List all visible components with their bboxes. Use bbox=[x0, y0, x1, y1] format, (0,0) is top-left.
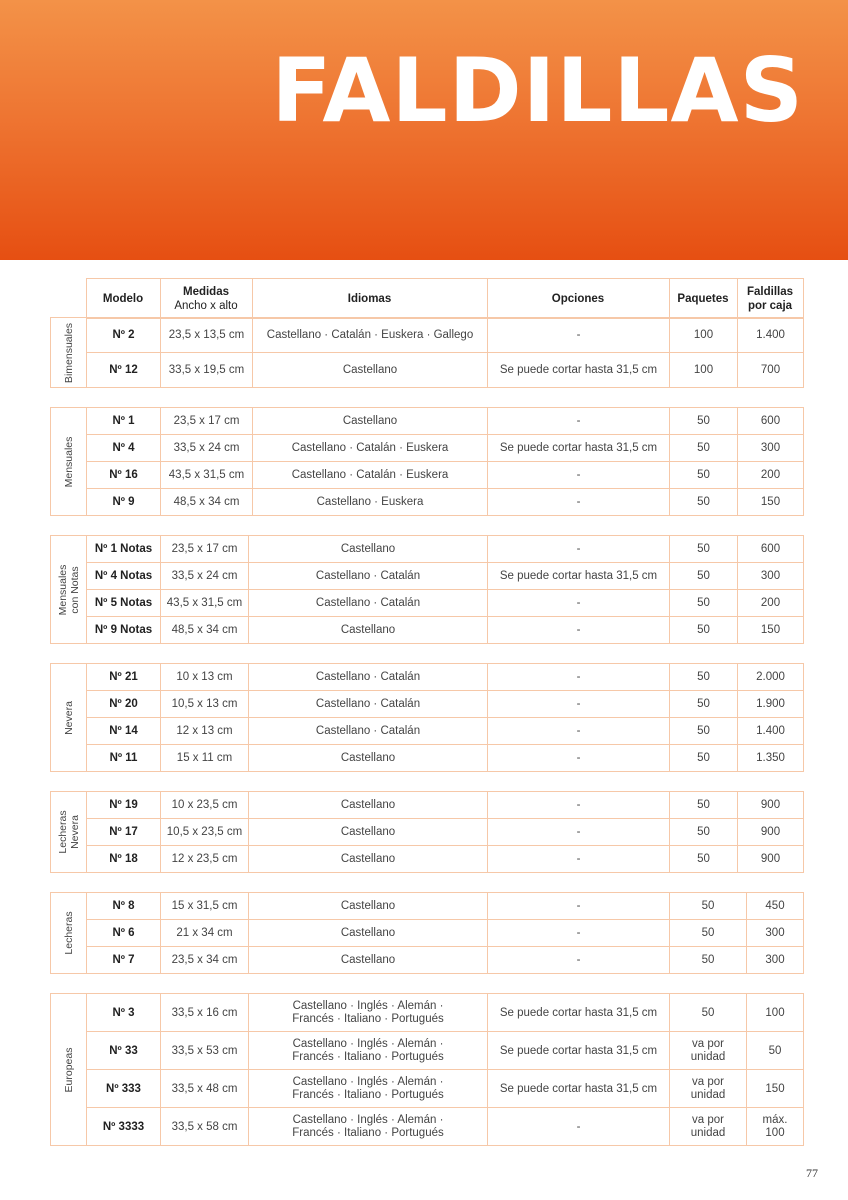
per-box-line: 150 bbox=[760, 624, 781, 636]
languages-line: Castellano bbox=[340, 826, 396, 838]
category-cell bbox=[51, 664, 87, 772]
per-box-line: 700 bbox=[760, 364, 781, 376]
per-box-line: 2.000 bbox=[756, 671, 785, 683]
size-cell: 23,5 x 13,5 cm bbox=[161, 318, 253, 353]
header-idiomas: Idiomas bbox=[252, 279, 487, 319]
per-box-line: 300 bbox=[760, 442, 781, 454]
packs-cell bbox=[670, 1032, 747, 1070]
model-cell: Nº 4 bbox=[87, 435, 161, 462]
per-box-line: 900 bbox=[760, 826, 781, 838]
languages-line: Castellano bbox=[340, 853, 396, 865]
languages-cell bbox=[253, 489, 488, 516]
options-cell: - bbox=[488, 718, 670, 745]
languages-line: Castellano · Euskera bbox=[316, 496, 424, 508]
table-row bbox=[51, 1070, 804, 1108]
category-label-line: con Notas bbox=[68, 565, 81, 614]
languages-cell bbox=[249, 745, 488, 772]
options-cell: - bbox=[488, 947, 670, 974]
per-box-cell bbox=[747, 920, 804, 947]
packs-cell bbox=[670, 408, 738, 435]
table-row bbox=[51, 462, 804, 489]
model-cell: Nº 333 bbox=[87, 1070, 161, 1108]
model-cell: Nº 16 bbox=[87, 462, 161, 489]
languages-cell bbox=[249, 691, 488, 718]
packs-line: 50 bbox=[697, 752, 710, 764]
options-cell: Se puede cortar hasta 31,5 cm bbox=[488, 1032, 670, 1070]
options-cell: - bbox=[488, 536, 670, 563]
packs-cell bbox=[670, 745, 738, 772]
size-cell: 10,5 x 23,5 cm bbox=[161, 819, 249, 846]
languages-line: Francés · Italiano · Portugués bbox=[292, 1088, 444, 1101]
per-box-cell bbox=[738, 590, 804, 617]
header-medidas bbox=[160, 279, 252, 319]
languages-line: Castellano bbox=[340, 752, 396, 764]
table-row bbox=[51, 435, 804, 462]
languages-cell bbox=[249, 920, 488, 947]
options-cell: - bbox=[488, 691, 670, 718]
languages-line: Castellano bbox=[340, 799, 396, 811]
size-cell: 10 x 13 cm bbox=[161, 664, 249, 691]
size-cell: 43,5 x 31,5 cm bbox=[161, 590, 249, 617]
packs-cell bbox=[670, 792, 738, 819]
category-label bbox=[63, 701, 75, 735]
size-cell: 12 x 13 cm bbox=[161, 718, 249, 745]
table-row bbox=[51, 920, 804, 947]
per-box-line: 200 bbox=[760, 597, 781, 609]
category-label bbox=[57, 810, 81, 853]
packs-line: 50 bbox=[697, 671, 710, 683]
languages-line: Castellano bbox=[342, 415, 398, 427]
size-cell: 33,5 x 16 cm bbox=[161, 994, 249, 1032]
options-cell: - bbox=[488, 893, 670, 920]
per-box-line: 200 bbox=[760, 469, 781, 481]
packs-cell bbox=[670, 563, 738, 590]
size-cell: 23,5 x 17 cm bbox=[161, 408, 253, 435]
category-label bbox=[63, 436, 75, 487]
model-cell: Nº 33 bbox=[87, 1032, 161, 1070]
packs-cell bbox=[670, 536, 738, 563]
size-cell: 33,5 x 24 cm bbox=[161, 563, 249, 590]
category-label-line: Nevera bbox=[62, 700, 75, 735]
header-paquetes: Paquetes bbox=[669, 279, 737, 319]
size-cell: 33,5 x 19,5 cm bbox=[161, 353, 253, 388]
model-cell: Nº 17 bbox=[87, 819, 161, 846]
languages-line: Castellano bbox=[340, 927, 396, 939]
header-opciones: Opciones bbox=[487, 279, 669, 319]
header-faldillas-line1: Faldillas bbox=[746, 285, 794, 298]
packs-line: 50 bbox=[697, 442, 710, 454]
packs-line: 50 bbox=[701, 900, 715, 912]
category-cell bbox=[51, 792, 87, 873]
per-box-cell bbox=[738, 462, 804, 489]
category-label-line: Mensuales bbox=[56, 564, 69, 615]
options-cell: - bbox=[488, 318, 670, 353]
languages-line: Castellano · Catalán bbox=[315, 671, 421, 683]
model-cell: Nº 20 bbox=[87, 691, 161, 718]
table-row bbox=[51, 590, 804, 617]
languages-line: Castellano · Catalán · Euskera bbox=[291, 442, 449, 454]
packs-line: 50 bbox=[697, 469, 710, 481]
per-box-cell bbox=[738, 691, 804, 718]
languages-cell bbox=[249, 563, 488, 590]
per-box-cell bbox=[747, 1108, 804, 1146]
options-cell: - bbox=[488, 819, 670, 846]
model-cell: Nº 8 bbox=[87, 893, 161, 920]
table-row bbox=[51, 1108, 804, 1146]
model-cell: Nº 3333 bbox=[87, 1108, 161, 1146]
languages-line: Castellano · Catalán bbox=[315, 725, 421, 737]
product-group-table bbox=[50, 407, 804, 516]
model-cell: Nº 12 bbox=[87, 353, 161, 388]
options-cell: - bbox=[488, 745, 670, 772]
packs-line: unidad bbox=[690, 1126, 726, 1139]
size-cell: 33,5 x 24 cm bbox=[161, 435, 253, 462]
languages-line: Castellano · Catalán bbox=[315, 570, 421, 582]
packs-line: 50 bbox=[697, 570, 710, 582]
table-row bbox=[51, 893, 804, 920]
table-row bbox=[51, 947, 804, 974]
model-cell: Nº 21 bbox=[87, 664, 161, 691]
header-banner bbox=[0, 0, 848, 260]
table-row bbox=[51, 819, 804, 846]
model-cell: Nº 14 bbox=[87, 718, 161, 745]
packs-line: va por bbox=[692, 1037, 724, 1050]
category-cell bbox=[51, 536, 87, 644]
packs-line: 50 bbox=[697, 624, 710, 636]
packs-cell bbox=[670, 718, 738, 745]
category-label bbox=[63, 1047, 75, 1092]
packs-cell bbox=[670, 489, 738, 516]
model-cell: Nº 9 bbox=[87, 489, 161, 516]
category-label-line: Lecheras bbox=[56, 810, 69, 854]
languages-line: Francés · Italiano · Portugués bbox=[292, 1050, 444, 1063]
options-cell: - bbox=[488, 792, 670, 819]
languages-cell bbox=[249, 947, 488, 974]
model-cell: Nº 7 bbox=[87, 947, 161, 974]
header-modelo: Modelo bbox=[86, 279, 160, 319]
packs-cell bbox=[670, 590, 738, 617]
table-row bbox=[51, 664, 804, 691]
packs-cell bbox=[670, 617, 738, 644]
per-box-cell bbox=[738, 408, 804, 435]
languages-cell bbox=[249, 846, 488, 873]
category-cell bbox=[51, 318, 87, 388]
packs-line: va por bbox=[692, 1075, 724, 1088]
languages-cell bbox=[253, 318, 488, 353]
options-cell: - bbox=[488, 462, 670, 489]
languages-line: Francés · Italiano · Portugués bbox=[292, 1126, 444, 1139]
per-box-line: 50 bbox=[768, 1044, 782, 1057]
product-group-table bbox=[50, 791, 804, 873]
model-cell: Nº 6 bbox=[87, 920, 161, 947]
languages-line: Castellano bbox=[340, 954, 396, 966]
packs-line: 50 bbox=[697, 597, 710, 609]
size-cell: 43,5 x 31,5 cm bbox=[161, 462, 253, 489]
table-row bbox=[51, 718, 804, 745]
table-row bbox=[51, 994, 804, 1032]
languages-cell bbox=[249, 994, 488, 1032]
table-row bbox=[51, 536, 804, 563]
size-cell: 21 x 34 cm bbox=[161, 920, 249, 947]
languages-cell bbox=[253, 435, 488, 462]
languages-cell bbox=[253, 408, 488, 435]
category-label-line: Mensuales bbox=[62, 436, 75, 487]
table-row bbox=[51, 846, 804, 873]
product-group-table bbox=[50, 317, 804, 388]
languages-cell bbox=[249, 536, 488, 563]
languages-line: Castellano · Inglés · Alemán · bbox=[292, 1075, 444, 1088]
size-cell: 48,5 x 34 cm bbox=[161, 617, 249, 644]
category-cell bbox=[51, 994, 87, 1146]
options-cell: Se puede cortar hasta 31,5 cm bbox=[488, 353, 670, 388]
table-row bbox=[51, 408, 804, 435]
model-cell: Nº 1 Notas bbox=[87, 536, 161, 563]
packs-line: 50 bbox=[701, 927, 715, 939]
per-box-cell bbox=[738, 792, 804, 819]
per-box-cell bbox=[738, 617, 804, 644]
size-cell: 33,5 x 53 cm bbox=[161, 1032, 249, 1070]
languages-cell bbox=[249, 664, 488, 691]
product-group-table bbox=[50, 892, 804, 974]
category-label-line: Lecheras bbox=[62, 911, 75, 955]
packs-line: 100 bbox=[693, 364, 714, 376]
languages-line: Castellano · Catalán · Euskera · Gallego bbox=[266, 329, 474, 341]
packs-line: 50 bbox=[697, 496, 710, 508]
per-box-line: 600 bbox=[760, 415, 781, 427]
product-group-table bbox=[50, 993, 804, 1146]
category-label-line: Nevera bbox=[68, 815, 81, 849]
table-row bbox=[51, 745, 804, 772]
packs-line: unidad bbox=[690, 1088, 726, 1101]
per-box-cell bbox=[747, 1032, 804, 1070]
languages-cell bbox=[249, 1108, 488, 1146]
packs-cell bbox=[670, 664, 738, 691]
page-number: 77 bbox=[806, 1166, 818, 1180]
options-cell: Se puede cortar hasta 31,5 cm bbox=[488, 435, 670, 462]
per-box-line: 600 bbox=[760, 543, 781, 555]
options-cell: Se puede cortar hasta 31,5 cm bbox=[488, 563, 670, 590]
options-cell: Se puede cortar hasta 31,5 cm bbox=[488, 994, 670, 1032]
per-box-line: 900 bbox=[760, 853, 781, 865]
per-box-cell bbox=[738, 745, 804, 772]
packs-line: 50 bbox=[697, 853, 710, 865]
languages-cell bbox=[249, 590, 488, 617]
model-cell: Nº 1 bbox=[87, 408, 161, 435]
packs-cell bbox=[670, 920, 747, 947]
languages-cell bbox=[249, 819, 488, 846]
languages-cell bbox=[253, 353, 488, 388]
languages-line: Castellano · Inglés · Alemán · bbox=[292, 999, 444, 1012]
per-box-cell bbox=[747, 947, 804, 974]
product-group-table bbox=[50, 535, 804, 644]
packs-cell bbox=[670, 462, 738, 489]
languages-cell bbox=[249, 792, 488, 819]
per-box-cell bbox=[738, 353, 804, 388]
options-cell: - bbox=[488, 489, 670, 516]
languages-cell bbox=[253, 462, 488, 489]
packs-cell bbox=[670, 819, 738, 846]
options-cell: - bbox=[488, 664, 670, 691]
packs-line: 50 bbox=[697, 799, 710, 811]
languages-line: Castellano · Catalán · Euskera bbox=[291, 469, 449, 481]
languages-line: Francés · Italiano · Portugués bbox=[292, 1012, 444, 1025]
per-box-cell bbox=[738, 846, 804, 873]
options-cell: - bbox=[488, 846, 670, 873]
size-cell: 12 x 23,5 cm bbox=[161, 846, 249, 873]
category-label bbox=[63, 911, 75, 954]
per-box-line: 150 bbox=[765, 1082, 785, 1095]
page-title: FALDILLAS bbox=[271, 39, 804, 142]
packs-line: unidad bbox=[690, 1050, 726, 1063]
languages-cell bbox=[249, 617, 488, 644]
size-cell: 15 x 31,5 cm bbox=[161, 893, 249, 920]
category-cell bbox=[51, 408, 87, 516]
per-box-cell bbox=[747, 893, 804, 920]
header-faldillas-line2: por caja bbox=[747, 299, 793, 312]
table-row bbox=[51, 691, 804, 718]
model-cell: Nº 11 bbox=[87, 745, 161, 772]
per-box-cell bbox=[738, 489, 804, 516]
languages-line: Castellano · Inglés · Alemán · bbox=[292, 1037, 444, 1050]
packs-line: 50 bbox=[697, 415, 710, 427]
size-cell: 33,5 x 58 cm bbox=[161, 1108, 249, 1146]
size-cell: 23,5 x 17 cm bbox=[161, 536, 249, 563]
languages-cell bbox=[249, 1032, 488, 1070]
packs-line: 50 bbox=[701, 1006, 715, 1019]
header-blank-cell bbox=[50, 279, 86, 319]
product-group-table bbox=[50, 663, 804, 772]
model-cell: Nº 2 bbox=[87, 318, 161, 353]
model-cell: Nº 5 Notas bbox=[87, 590, 161, 617]
packs-cell bbox=[670, 994, 747, 1032]
per-box-line: 1.400 bbox=[756, 725, 785, 737]
header-medidas-line2: Ancho x alto bbox=[174, 299, 238, 312]
per-box-line: 150 bbox=[760, 496, 781, 508]
category-label bbox=[63, 322, 75, 382]
languages-line: Castellano · Catalán bbox=[315, 597, 421, 609]
packs-line: 50 bbox=[697, 826, 710, 838]
table-row bbox=[51, 1032, 804, 1070]
table-row bbox=[51, 617, 804, 644]
per-box-line: 1.350 bbox=[756, 752, 785, 764]
table-row bbox=[51, 792, 804, 819]
per-box-line: 100 bbox=[765, 1126, 785, 1139]
model-cell: Nº 4 Notas bbox=[87, 563, 161, 590]
packs-line: 50 bbox=[697, 725, 710, 737]
model-cell: Nº 19 bbox=[87, 792, 161, 819]
size-cell: 10,5 x 13 cm bbox=[161, 691, 249, 718]
packs-cell bbox=[670, 353, 738, 388]
per-box-line: 1.900 bbox=[756, 698, 785, 710]
per-box-cell bbox=[747, 1070, 804, 1108]
per-box-line: máx. bbox=[762, 1113, 788, 1126]
per-box-cell bbox=[738, 435, 804, 462]
column-header-table bbox=[50, 278, 804, 319]
size-cell: 10 x 23,5 cm bbox=[161, 792, 249, 819]
languages-line: Castellano bbox=[342, 364, 398, 376]
per-box-cell bbox=[738, 536, 804, 563]
size-cell: 33,5 x 48 cm bbox=[161, 1070, 249, 1108]
per-box-cell bbox=[738, 664, 804, 691]
languages-line: Castellano · Catalán bbox=[315, 698, 421, 710]
table-row bbox=[51, 353, 804, 388]
header-faldillas bbox=[737, 279, 803, 319]
packs-cell bbox=[670, 947, 747, 974]
category-label-line: Bimensuales bbox=[62, 322, 75, 383]
model-cell: Nº 9 Notas bbox=[87, 617, 161, 644]
packs-line: 50 bbox=[697, 543, 710, 555]
packs-cell bbox=[670, 435, 738, 462]
per-box-line: 300 bbox=[765, 954, 785, 966]
size-cell: 15 x 11 cm bbox=[161, 745, 249, 772]
packs-line: 50 bbox=[697, 698, 710, 710]
packs-cell bbox=[670, 846, 738, 873]
table-row bbox=[51, 563, 804, 590]
packs-cell bbox=[670, 691, 738, 718]
category-label bbox=[57, 564, 81, 615]
options-cell: - bbox=[488, 920, 670, 947]
per-box-line: 100 bbox=[765, 1006, 785, 1019]
packs-cell bbox=[670, 893, 747, 920]
size-cell: 23,5 x 34 cm bbox=[161, 947, 249, 974]
per-box-cell bbox=[738, 819, 804, 846]
table-row bbox=[51, 318, 804, 353]
options-cell: - bbox=[488, 590, 670, 617]
category-cell bbox=[51, 893, 87, 974]
model-cell: Nº 3 bbox=[87, 994, 161, 1032]
per-box-cell bbox=[738, 563, 804, 590]
model-cell: Nº 18 bbox=[87, 846, 161, 873]
per-box-cell bbox=[747, 994, 804, 1032]
per-box-line: 300 bbox=[765, 927, 785, 939]
category-label-line: Europeas bbox=[62, 1047, 75, 1092]
per-box-cell bbox=[738, 318, 804, 353]
packs-line: 100 bbox=[693, 329, 714, 341]
languages-line: Castellano bbox=[340, 624, 396, 636]
size-cell: 48,5 x 34 cm bbox=[161, 489, 253, 516]
per-box-line: 900 bbox=[760, 799, 781, 811]
packs-line: va por bbox=[692, 1113, 724, 1126]
options-cell: - bbox=[488, 408, 670, 435]
options-cell: - bbox=[488, 617, 670, 644]
per-box-line: 300 bbox=[760, 570, 781, 582]
table-row bbox=[51, 489, 804, 516]
packs-line: 50 bbox=[701, 954, 715, 966]
packs-cell bbox=[670, 1070, 747, 1108]
languages-line: Castellano · Inglés · Alemán · bbox=[292, 1113, 444, 1126]
languages-cell bbox=[249, 893, 488, 920]
languages-cell bbox=[249, 718, 488, 745]
languages-line: Castellano bbox=[340, 543, 396, 555]
languages-line: Castellano bbox=[340, 900, 396, 912]
options-cell: Se puede cortar hasta 31,5 cm bbox=[488, 1070, 670, 1108]
per-box-cell bbox=[738, 718, 804, 745]
per-box-line: 450 bbox=[765, 900, 785, 912]
options-cell: - bbox=[488, 1108, 670, 1146]
header-medidas-line1: Medidas bbox=[182, 285, 229, 298]
packs-cell bbox=[670, 1108, 747, 1146]
packs-cell bbox=[670, 318, 738, 353]
per-box-line: 1.400 bbox=[756, 329, 785, 341]
languages-cell bbox=[249, 1070, 488, 1108]
